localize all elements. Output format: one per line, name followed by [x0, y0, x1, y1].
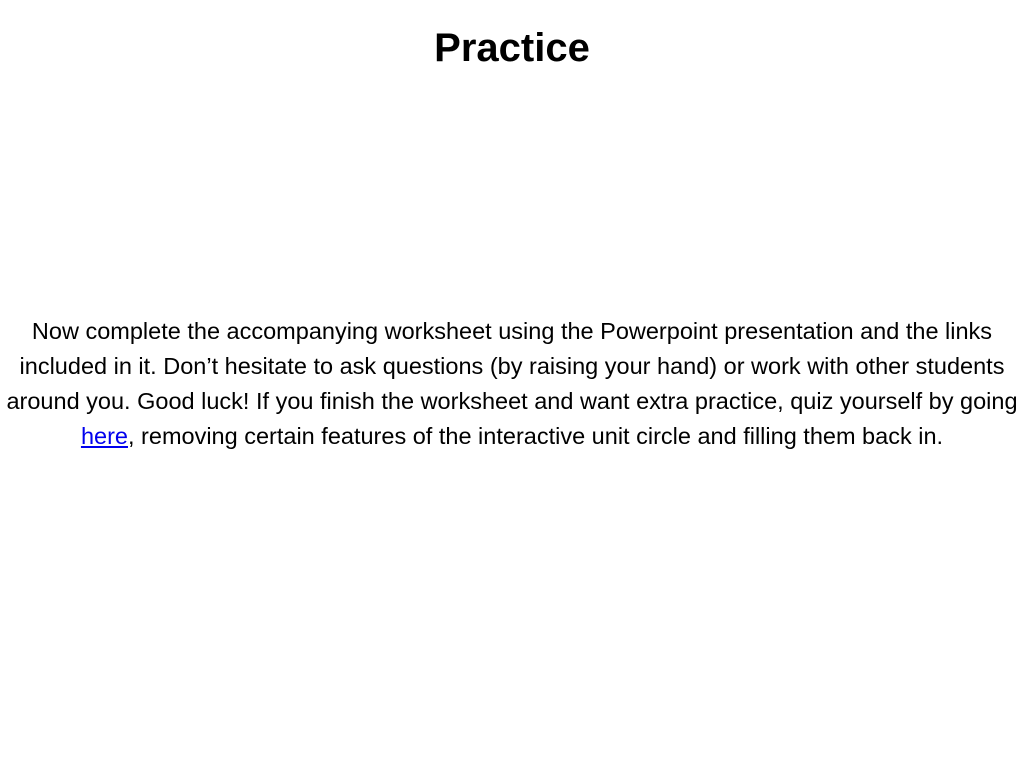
slide-title: Practice: [434, 26, 590, 70]
body-text-after-link: , removing certain features of the interactive unit circle and filling them back in.: [127, 423, 944, 449]
here-link[interactable]: here: [80, 423, 128, 449]
slide-body-text: [6, 314, 1018, 454]
body-text-before-link: Now complete the accompanying worksheet using the Powerpoint presentation and the links included in it. Don’t hesitate to ask questions (by raising your hand) or work with other students around you. Good luck! If you finish the worksheet and want extra practice, quiz yourself by going: [6, 318, 1018, 414]
